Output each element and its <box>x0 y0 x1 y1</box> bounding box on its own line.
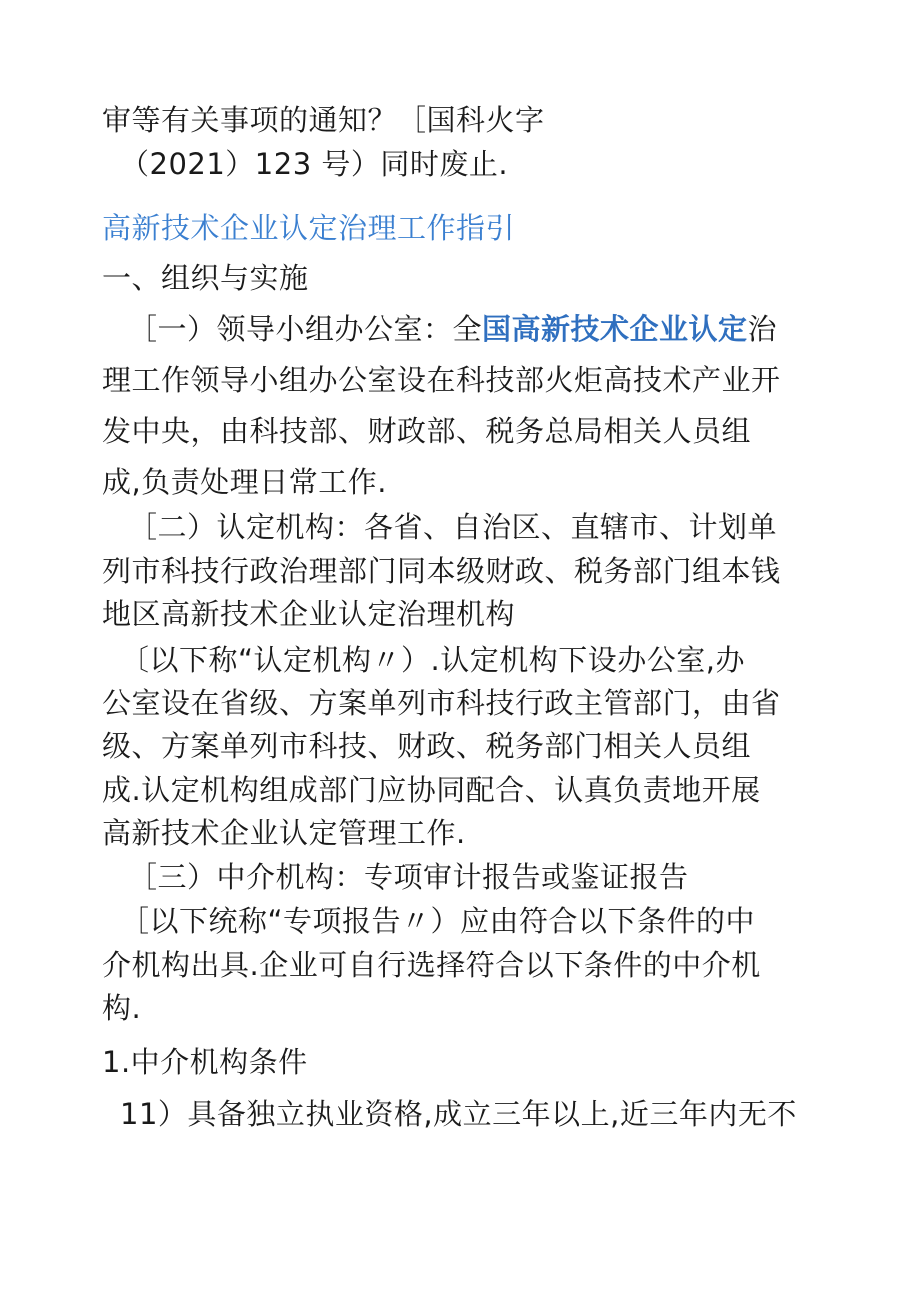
paragraph-3-line-4: 构. <box>102 991 142 1025</box>
document-title: 高新技术企业认定治理工作指引 <box>102 211 516 245</box>
paragraph-2-line-6: 级、方案单列市科技、财政、税务部门相关人员组 <box>102 729 752 763</box>
paragraph-1-line-4: 成,负责处理日常工作. <box>102 465 387 499</box>
paragraph-3-line-2: ［以下统称“专项报告〃）应由符合以下条件的中 <box>120 904 756 938</box>
paragraph-1-line-2: 理工作领导小组办公室设在科技部火炬高技术产业开 <box>102 363 781 397</box>
intro-line-2: （2021）123 号）同时废止. <box>120 147 509 181</box>
paragraph-1-line-1 <box>128 311 777 347</box>
paragraph-1-suffix: 治 <box>747 312 778 346</box>
paragraph-2-line-7: 成.认定机构组成部门应协同配合、认真负责地开展 <box>102 773 761 807</box>
paragraph-2-line-3: 地区高新技术企业认定治理机构 <box>102 597 516 631</box>
paragraph-3-line-3: 介机构出具.企业可自行选择符合以下条件的中介机 <box>102 948 761 982</box>
paragraph-2-line-5: 公室设在省级、方案单列市科技行政主管部门，由省 <box>102 686 781 720</box>
paragraph-1-prefix: ［一）领导小组办公室：全 <box>128 312 483 346</box>
paragraph-3-line-1: ［三）中介机构：专项审计报告或鉴证报告 <box>128 860 689 894</box>
paragraph-2-line-8: 高新技术企业认定管理工作. <box>102 816 466 850</box>
paragraph-1-line-3: 发中央，由科技部、财政部、税务总局相关人员组 <box>102 414 752 448</box>
section-heading: 一、组织与实施 <box>102 261 309 295</box>
subsection-item-1: 11）具备独立执业资格,成立三年以上,近三年内无不 <box>120 1097 797 1131</box>
subsection-heading: 1.中介机构条件 <box>102 1045 308 1079</box>
paragraph-2-line-2: 列市科技行政治理部门同本级财政、税务部门组本钱 <box>102 554 781 588</box>
paragraph-2-line-4: 〔以下称“认定机构〃）.认定机构下设办公室,办 <box>120 643 745 677</box>
paragraph-2-line-1: ［二）认定机构：各省、自治区、直辖市、计划单 <box>128 510 778 544</box>
intro-line-1: 审等有关事项的通知？［国科火字 <box>102 103 545 137</box>
paragraph-1-highlight: 国高新技术企业认定 <box>482 312 748 346</box>
